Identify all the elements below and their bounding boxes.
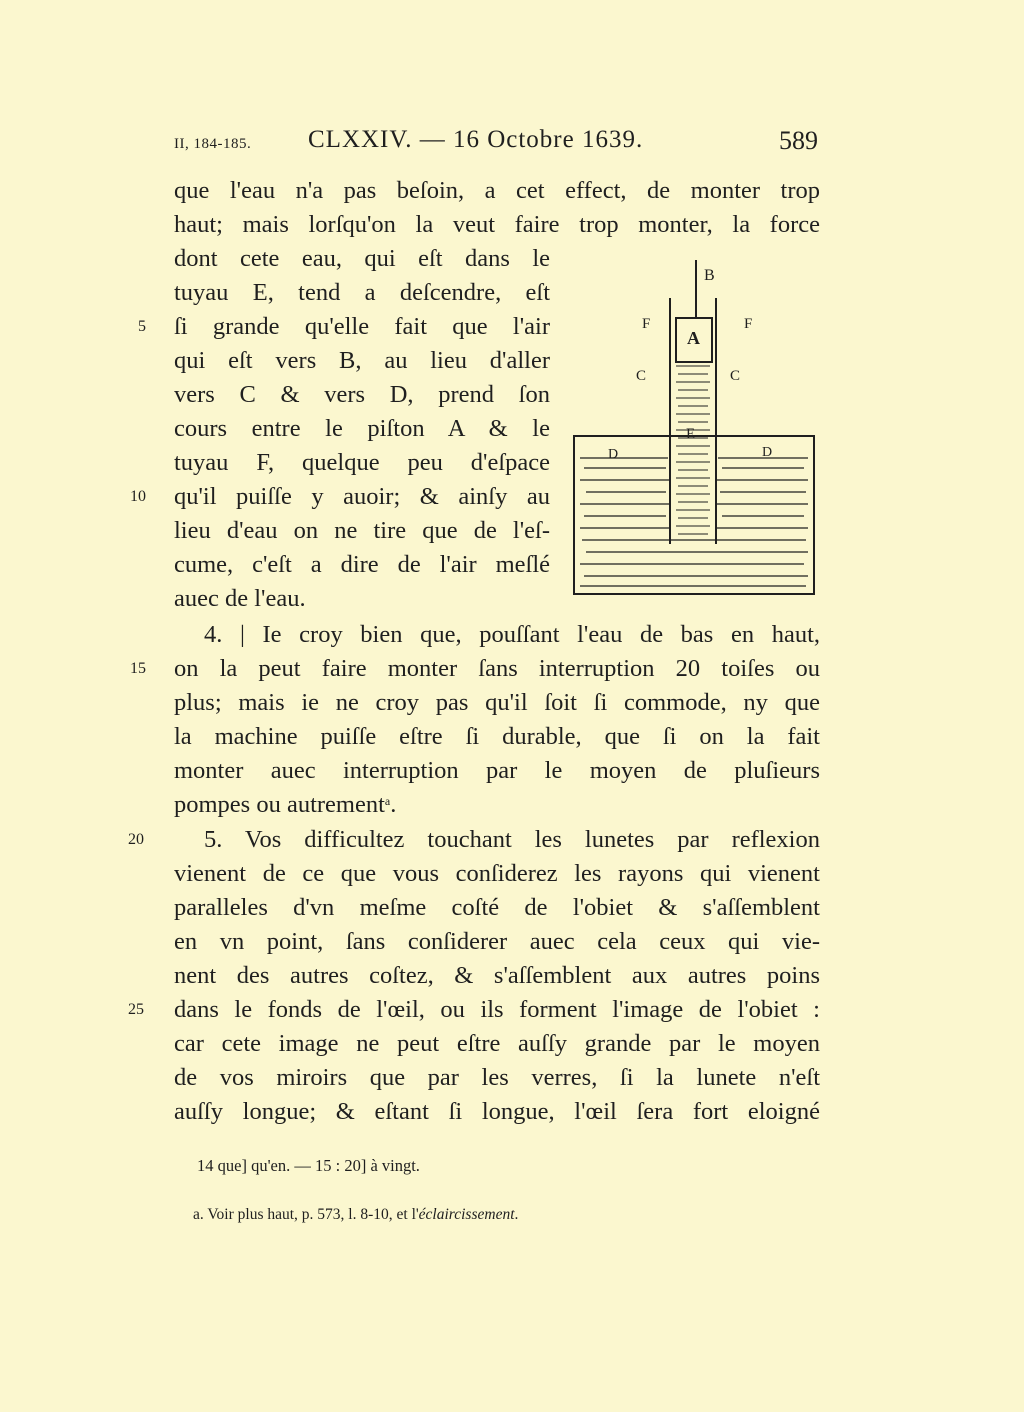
- line-number: 10: [130, 488, 146, 505]
- label-f-left: F: [642, 316, 651, 332]
- text-line: cume, c'eſt a dire de l'air meſlé: [174, 551, 550, 578]
- text-line: que l'eau n'a pas beſoin, a cet effect, de monter trop: [174, 177, 820, 204]
- text-line: qui eſt vers B, au lieu d'aller: [174, 347, 550, 374]
- text-line: ſi grande qu'elle fait que l'air: [174, 313, 550, 340]
- label-f-right: F: [744, 316, 753, 332]
- text-line: paralleles d'vn meſme coſté de l'obiet & s'aſſemblent: [174, 894, 820, 921]
- text-line: auſſy longue; & eſtant ſi longue, l'œil ſera fort eloigné: [174, 1098, 820, 1125]
- text-line: cours entre le piſton A & le: [174, 415, 550, 442]
- text-line: tuyau F, quelque peu d'eſpace: [174, 449, 550, 476]
- label-d-right: D: [762, 445, 773, 460]
- water-hatching: [580, 458, 808, 586]
- text-line: nent des autres coſtez, & s'aſſemblent aux autres poins: [174, 962, 820, 989]
- text-span: Ie croy bien que, pouſſant l'eau de bas en haut,: [262, 621, 820, 648]
- text-line: auec de l'eau.: [174, 585, 306, 612]
- label-c-left: C: [636, 368, 647, 384]
- pump-diagram: [566, 258, 822, 604]
- label-d-left: D: [608, 447, 619, 462]
- text-line-with-note: pompes ou autrement$^a$.: [174, 791, 397, 818]
- text-line: vienent de ce que vous conſiderez les rayons qui vienent: [174, 860, 820, 887]
- text-line: tuyau E, tend a deſcendre, eſt: [174, 279, 550, 306]
- tube-water-hatching: [676, 366, 710, 534]
- footnote-marker: a: [384, 794, 391, 808]
- paragraph-4-first-line: 4. | Ie croy bien que, pouſſant l'eau de bas en haut,: [204, 621, 820, 648]
- label-a: A: [687, 328, 700, 348]
- running-header: [0, 126, 1024, 166]
- text-line: plus; mais ie ne croy pas qu'il ſoit ſi commode, ny que: [174, 689, 820, 716]
- text-line: vers C & vers D, prend ſon: [174, 381, 550, 408]
- line-number: 15: [130, 660, 146, 677]
- text-line: on la peut faire monter ſans interruption 20 toiſes ou: [174, 655, 820, 682]
- line-number: 5: [138, 318, 146, 335]
- label-c-right: C: [730, 368, 741, 384]
- volume-reference: II, 184-185.: [174, 136, 252, 152]
- text-line: lieu d'eau on ne tire que de l'eſ-: [174, 517, 550, 544]
- paragraph-number: 4.: [204, 621, 223, 648]
- text-line: haut; mais lorſqu'on la veut faire trop monter, la force: [174, 211, 820, 238]
- text-line: en vn point, ſans conſiderer auec cela ceux qui vie-: [174, 928, 820, 955]
- text-line: de vos miroirs que par les verres, ſi la lunete n'eſt: [174, 1064, 820, 1091]
- text-line: dont cete eau, qui eſt dans le: [174, 245, 550, 272]
- label-b: B: [704, 267, 715, 284]
- line-number: 20: [128, 831, 144, 848]
- letter-title: CLXXIV. — 16 Octobre 1639.: [308, 126, 644, 153]
- page-number: 589: [779, 126, 818, 155]
- label-e: E: [686, 426, 696, 442]
- text-line: monter auec interruption par le moyen de pluſieurs: [174, 757, 820, 784]
- text-line: la machine puiſſe eſtre ſi durable, que ſi on la fait: [174, 723, 820, 750]
- line-number: 25: [128, 1001, 144, 1018]
- text-line: car cete image ne peut eſtre auſſy grande par le moyen: [174, 1030, 820, 1057]
- variant-note: 14 que] qu'en. — 15 : 20] à vingt.: [197, 1156, 420, 1175]
- paragraph-5-first-line: 5. Vos difficultez touchant les lunetes par reflexion: [204, 826, 820, 853]
- footnote-a: a. Voir plus haut, p. 573, l. 8-10, et l'éclaircissement.: [193, 1206, 519, 1223]
- text-line: dans le fonds de l'œil, ou ils forment l'image de l'obiet :: [174, 996, 820, 1023]
- text-line: qu'il puiſſe y auoir; & ainſy au: [174, 483, 550, 510]
